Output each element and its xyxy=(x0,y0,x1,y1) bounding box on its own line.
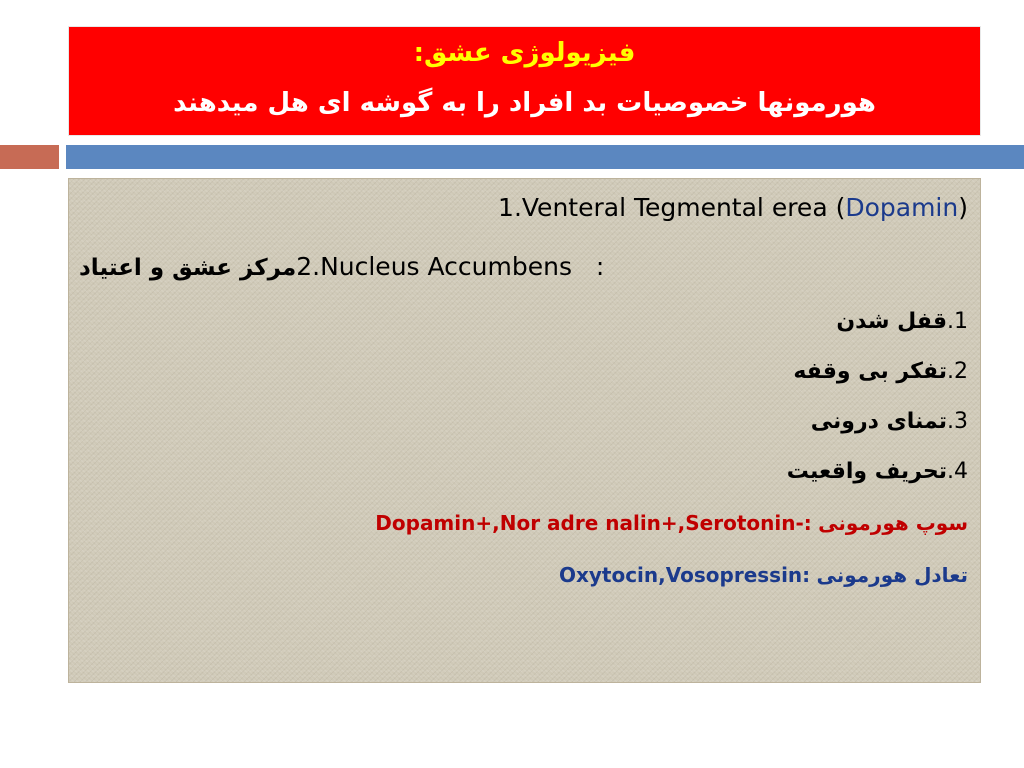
list-item-number: 4. xyxy=(947,459,968,484)
hormone-balance-line xyxy=(77,563,968,587)
list-item-number: 3. xyxy=(947,409,968,434)
list-item-text: تمنای درونی xyxy=(810,409,947,434)
accent-bar-left xyxy=(0,145,59,169)
hormone-balance-label: تعادل هورمونی xyxy=(816,563,968,587)
item2-persian: مرکز عشق و اعتیاد xyxy=(79,255,297,281)
item-nucleus-accumbens xyxy=(79,252,968,281)
list-item xyxy=(77,459,968,484)
accent-bar-right xyxy=(66,145,1024,169)
hormone-soup-line xyxy=(77,511,968,535)
list-item xyxy=(77,359,968,384)
item1-highlight: Dopamin xyxy=(845,193,959,222)
list-item xyxy=(77,309,968,334)
item1-suffix: ) xyxy=(958,193,968,222)
item-ventral-tegmental xyxy=(77,193,968,222)
list-item xyxy=(77,409,968,434)
list-item-text: تحریف واقعیت xyxy=(786,459,947,484)
hormone-soup-value: Dopamin+,Nor adre nalin+,Serotonin-: xyxy=(375,511,812,535)
slide-subtitle: هورمونها خصوصیات بد افراد را به گوشه ای هل میدهند xyxy=(173,88,876,118)
content-box xyxy=(68,178,981,683)
hormone-soup-label: سوپ هورمونی xyxy=(818,511,968,535)
list-item-text: تفکر بی وقفه xyxy=(793,359,947,384)
item1-prefix: 1.Venteral Tegmental erea ( xyxy=(498,193,846,222)
list-item-text: قفل شدن xyxy=(836,309,947,334)
list-item-number: 2. xyxy=(947,359,968,384)
slide-title-box xyxy=(68,26,981,136)
hormone-balance-value: Oxytocin,Vosopressin: xyxy=(558,563,811,587)
slide-title: فیزیولوژی عشق: xyxy=(413,38,636,68)
item2-latin: 2.Nucleus Accumbens : xyxy=(296,252,605,281)
list-item-number: 1. xyxy=(947,309,968,334)
